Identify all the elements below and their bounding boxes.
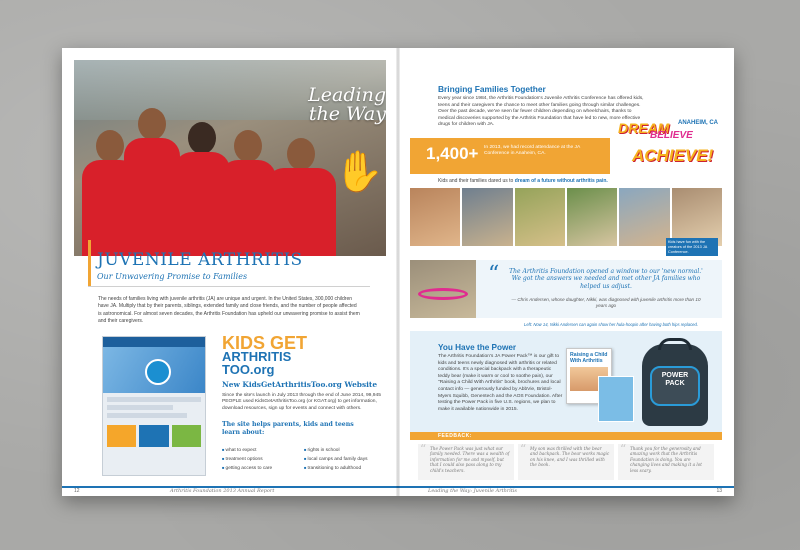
footer-text: Arthritis Foundation 2013 Annual Report <box>170 488 275 494</box>
photo-caption: Kids have fun with the creators of the 2013 JA Conference. <box>666 238 718 256</box>
photo <box>515 188 565 246</box>
hero-title: Leading the Way <box>308 84 386 125</box>
kgat-logo-line2: ARTHRITIS TOO.org <box>222 349 292 377</box>
hula-hoop-photo <box>410 260 476 318</box>
page-number: 13 <box>716 488 722 494</box>
gutter-shadow <box>396 48 400 496</box>
book-title: Raising a Child With Arthritis <box>570 352 608 364</box>
kgat-logo-line1: KIDS GET <box>222 333 308 353</box>
brochure-spread <box>62 48 734 496</box>
list-item: ■ getting access to care <box>222 464 300 472</box>
feedback-text: My son was thrilled with the bear and backpack. The bear works magic on his knee, and I was thrilled with the book. <box>530 446 610 468</box>
quote-icon: “ <box>488 262 500 287</box>
feedback-quote <box>418 444 514 480</box>
list-item: ■ rights in school <box>304 446 382 454</box>
quote-caption: Left: Now 14, Nikki Andersen can again show her hula-hoopin after having both hips replaced. <box>524 322 698 327</box>
backpack-image <box>642 344 708 426</box>
kgat-logo <box>222 333 314 377</box>
list-item: ■ transitioning to adulthood <box>304 464 382 472</box>
feedback-quote <box>618 444 714 480</box>
quote-attribution: — Chris Andersen, whose daughter, Nikki, was diagnosed with juvenile arthritis more than 10 years ago <box>511 297 701 308</box>
footer-text: Leading the Way: Juvenile Arthritis <box>428 488 518 494</box>
quote-icon: “ <box>620 442 627 456</box>
bringing-families-title: Bringing Families Together <box>438 84 546 94</box>
feedback-label: FEEDBACK: <box>438 433 472 439</box>
backpack-label: POWER PACK <box>661 372 689 387</box>
photo <box>410 188 460 246</box>
person <box>266 138 336 256</box>
quote-text: The Arthritis Foundation opened a window to our 'new normal.' We got the answers we needed and met other JA families who helped us adjust. <box>509 268 703 290</box>
achieve-word: ACHIEVE! <box>632 146 714 165</box>
photo <box>462 188 512 246</box>
quote-icon: “ <box>420 442 427 456</box>
stat-number: 1,400+ <box>426 144 479 163</box>
feedback-text: Thank you for the generosity and amazing work that the Arthritis Foundation is doing. You are changing lives and making it a lot less scary. <box>630 446 702 473</box>
person <box>124 108 180 256</box>
list-item: ■ treatment options <box>222 455 300 463</box>
page-number: 12 <box>74 488 80 494</box>
kids-dream-bold: dream of a future without arthritis pain. <box>514 178 608 184</box>
left-page <box>62 48 398 496</box>
bringing-families-text: Every year since 1984, the Arthritis Foundation's Juvenile Arthritis Conference has offered kids, teens and their caregivers the chance to meet other families going through similar challenges. Over the past decade, we've seen far fewer children depending on wheelchairs, thanks to medical discoveries supported by the Arthritis Foundation that have led to new, more effective drugs for children with JA. <box>438 96 644 128</box>
website-screenshot <box>102 336 206 476</box>
believe-word: BELIEVE <box>650 130 693 141</box>
dream-believe-achieve-logo <box>614 112 724 180</box>
photo <box>619 188 669 246</box>
stat-text: In 2013, we had record attendance at the JA Conference in Anaheim, CA. <box>484 145 580 157</box>
divider <box>88 286 370 287</box>
dream-word: DREAM <box>618 120 670 136</box>
right-page <box>398 48 734 496</box>
kids-dream-text <box>438 178 718 184</box>
section-title-block <box>88 240 370 286</box>
kgat-subheading: The site helps parents, kids and teens learn about: <box>222 421 354 436</box>
power-text: The Arthritis Foundation's JA Power Pack™ is our gift to kids and teens newly diagnosed with arthritis or related conditions. It's a special backpack with a therapeutic teddy bear (make it warm or cool to soothe pain), our "Raising a Child With Arthritis" book, brochures and local contact info — generously funded by AbbVie, Bristol-Myers Squibb, Genentech and the AOS Foundation. After testing the Power Pack in five U.S. regions, we plan to make it available nationwide in 2015. <box>438 354 563 412</box>
feedback-text: The Power Pack was just what our family needed. There was a wealth of information for me and myself, but that I could also pass along to my child's teachers. <box>430 446 510 473</box>
photo <box>567 188 617 246</box>
quote-icon: “ <box>520 442 527 456</box>
hero-photo <box>74 60 386 256</box>
kids-dream-prefix: Kids and their families dared us to <box>438 178 515 184</box>
list-item: ■ local camps and family days <box>304 455 382 463</box>
section-title: JUVENILE ARTHRITIS <box>97 250 303 270</box>
section-subtitle: Our Unwavering Promise to Families <box>97 272 248 281</box>
list-item: ■ what to expect <box>222 446 300 454</box>
feedback-quote <box>518 444 614 480</box>
intro-paragraph: The needs of families living with juvenile arthritis (JA) are unique and urgent. In the United States, 300,000 children have JA. Multiply that by their parents, siblings, extended family and close friends, and the number of people affected is astronomical. For almost seven decades, the Arthritis Foundation has upheld our unwavering promise to assist them and their caregivers. <box>98 296 360 325</box>
kgat-heading: New KidsGetArthritisToo.org Website <box>222 380 378 389</box>
dream-place: ANAHEIM, CA <box>678 120 718 126</box>
power-title: You Have the Power <box>438 343 517 352</box>
hand-icon: ✋ <box>334 150 384 194</box>
brochure-image <box>598 376 634 422</box>
topic-list <box>222 446 382 472</box>
kgat-paragraph: Since the site's launch in July 2013 through the end of June 2014, 99,945 PEOPLE used KidsGetArthritisToo.org (or KGAT.org) to get information, download resources, sign up for events and connect with others. <box>222 393 381 411</box>
